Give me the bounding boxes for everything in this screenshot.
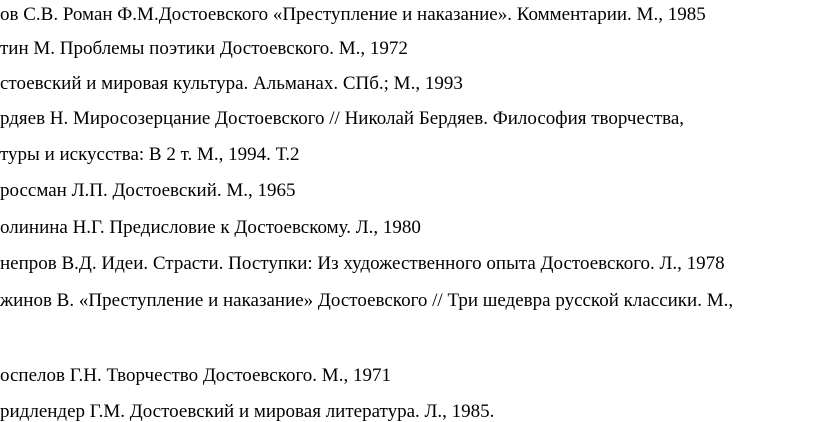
bibliography-entry: рдяев Н. Миросозерцание Достоевского // Николай Бердяев. Философия творчества, <box>0 108 685 129</box>
bibliography-entry: олинина Н.Г. Предисловие к Достоевскому. Л., 1980 <box>0 217 421 238</box>
bibliography-entry: тин М. Проблемы поэтики Достоевского. М., 1972 <box>0 38 408 59</box>
bibliography-entry: россман Л.П. Достоевский. М., 1965 <box>0 180 296 201</box>
bibliography-entry: туры и искусства: В 2 т. М., 1994. Т.2 <box>0 144 300 165</box>
bibliography-entry: ов С.В. Роман Ф.М.Достоевского «Преступление и наказание». Комментарии. М., 1985 <box>0 4 706 25</box>
bibliography-entry: ридлендер Г.М. Достоевский и мировая литература. Л., 1985. <box>0 401 495 422</box>
bibliography-entry: оспелов Г.Н. Творчество Достоевского. М., 1971 <box>0 365 391 386</box>
bibliography-entry: стоевский и мировая культура. Альманах. СПб.; М., 1993 <box>0 73 463 94</box>
bibliography-entry: жинов В. «Преступление и наказание» Достоевского // Три шедевра русской классики. М., <box>0 290 734 311</box>
bibliography-entry: непров В.Д. Идеи. Страсти. Поступки: Из художественного опыта Достоевского. Л., 1978 <box>0 253 725 274</box>
